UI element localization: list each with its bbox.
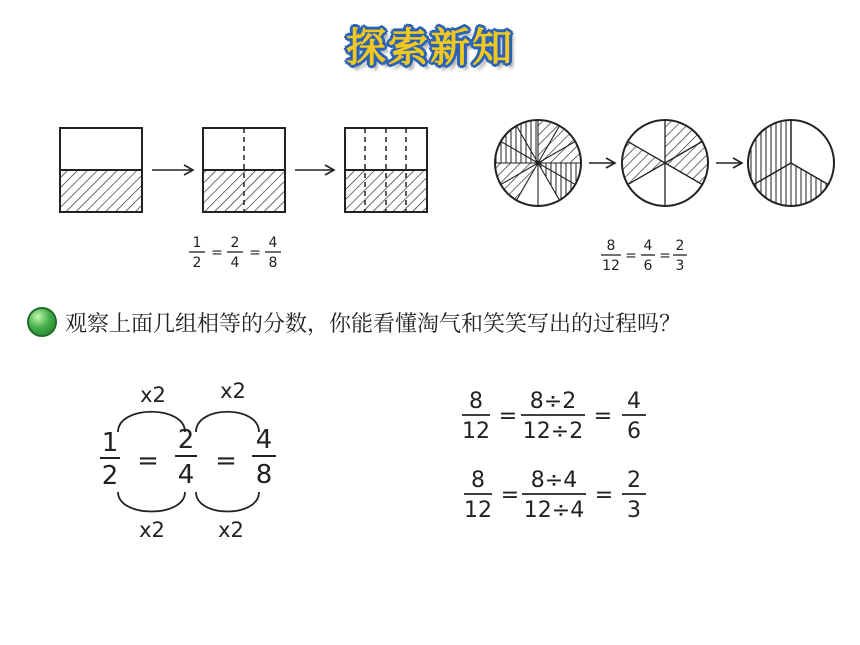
question-row [27, 305, 681, 339]
svg-text:8: 8 [471, 468, 485, 493]
rect-model-eighths [345, 128, 427, 212]
svg-text:2: 2 [177, 425, 195, 455]
svg-text:2: 2 [192, 255, 202, 271]
fraction [100, 428, 120, 491]
question-text: 观察上面几组相等的分数，你能看懂淘气和笑笑写出的过程吗？ [65, 311, 682, 337]
equals-sign: = [137, 446, 159, 476]
divide-row [462, 389, 646, 444]
svg-text:8: 8 [606, 238, 616, 254]
fraction [175, 425, 197, 490]
svg-text:1: 1 [101, 428, 119, 458]
arrow-icon [716, 158, 742, 168]
circle-fraction-equation [601, 238, 687, 274]
equals-sign: = [498, 404, 518, 429]
svg-text:6: 6 [643, 258, 653, 274]
svg-text:4: 4 [230, 255, 240, 271]
fraction [252, 425, 276, 490]
fraction [189, 235, 205, 271]
svg-text:4: 4 [643, 238, 653, 254]
arrow-icon [589, 158, 615, 168]
rect-model-halves [60, 128, 142, 212]
svg-text:2: 2 [627, 468, 641, 493]
svg-text:12÷2: 12÷2 [522, 419, 584, 444]
equals-sign: = [594, 483, 614, 508]
svg-text:12: 12 [464, 498, 492, 523]
svg-text:2: 2 [101, 461, 119, 491]
svg-text:4: 4 [627, 389, 641, 414]
svg-text:6: 6 [627, 419, 641, 444]
svg-text:12: 12 [602, 258, 620, 274]
svg-text:12: 12 [462, 419, 490, 444]
green-bullet-icon [27, 307, 57, 337]
equals-sign: = [500, 483, 520, 508]
fraction [641, 238, 655, 274]
circle-model-twelfths [495, 120, 581, 206]
arrow-icon [152, 165, 193, 175]
svg-text:3: 3 [627, 498, 641, 523]
multiplier-label: x2 [139, 518, 165, 542]
svg-text:8: 8 [268, 255, 278, 271]
divide-row [464, 468, 646, 523]
svg-text:3: 3 [675, 258, 685, 274]
circle-model-sixths [622, 120, 708, 206]
equals-sign: = [211, 245, 223, 261]
divide-work [462, 389, 646, 523]
multiplier-label: x2 [220, 379, 246, 403]
svg-text:12÷4: 12÷4 [523, 498, 585, 523]
fraction [673, 238, 687, 274]
multiply-work [100, 379, 276, 542]
fraction [265, 235, 281, 271]
fraction [601, 238, 621, 274]
rect-fraction-equation [189, 235, 281, 271]
equals-sign: = [625, 248, 637, 264]
rect-model-quarters [203, 128, 285, 212]
svg-text:2: 2 [230, 235, 240, 251]
svg-text:2: 2 [675, 238, 685, 254]
equals-sign: = [593, 404, 613, 429]
equals-sign: = [215, 446, 237, 476]
equals-sign: = [249, 245, 261, 261]
svg-text:8÷4: 8÷4 [530, 468, 578, 493]
fraction [227, 235, 243, 271]
svg-text:4: 4 [177, 460, 195, 490]
svg-text:4: 4 [268, 235, 278, 251]
circle-model-thirds [748, 120, 834, 206]
page-title: 探索新知 [346, 25, 514, 71]
svg-text:4: 4 [255, 425, 273, 455]
equals-sign: = [659, 248, 671, 264]
arrow-icon [295, 165, 334, 175]
svg-text:8: 8 [255, 460, 273, 490]
multiplier-label: x2 [140, 383, 166, 407]
multiplier-label: x2 [218, 518, 244, 542]
svg-text:8: 8 [469, 389, 483, 414]
svg-text:8÷2: 8÷2 [529, 389, 577, 414]
svg-text:1: 1 [192, 235, 202, 251]
